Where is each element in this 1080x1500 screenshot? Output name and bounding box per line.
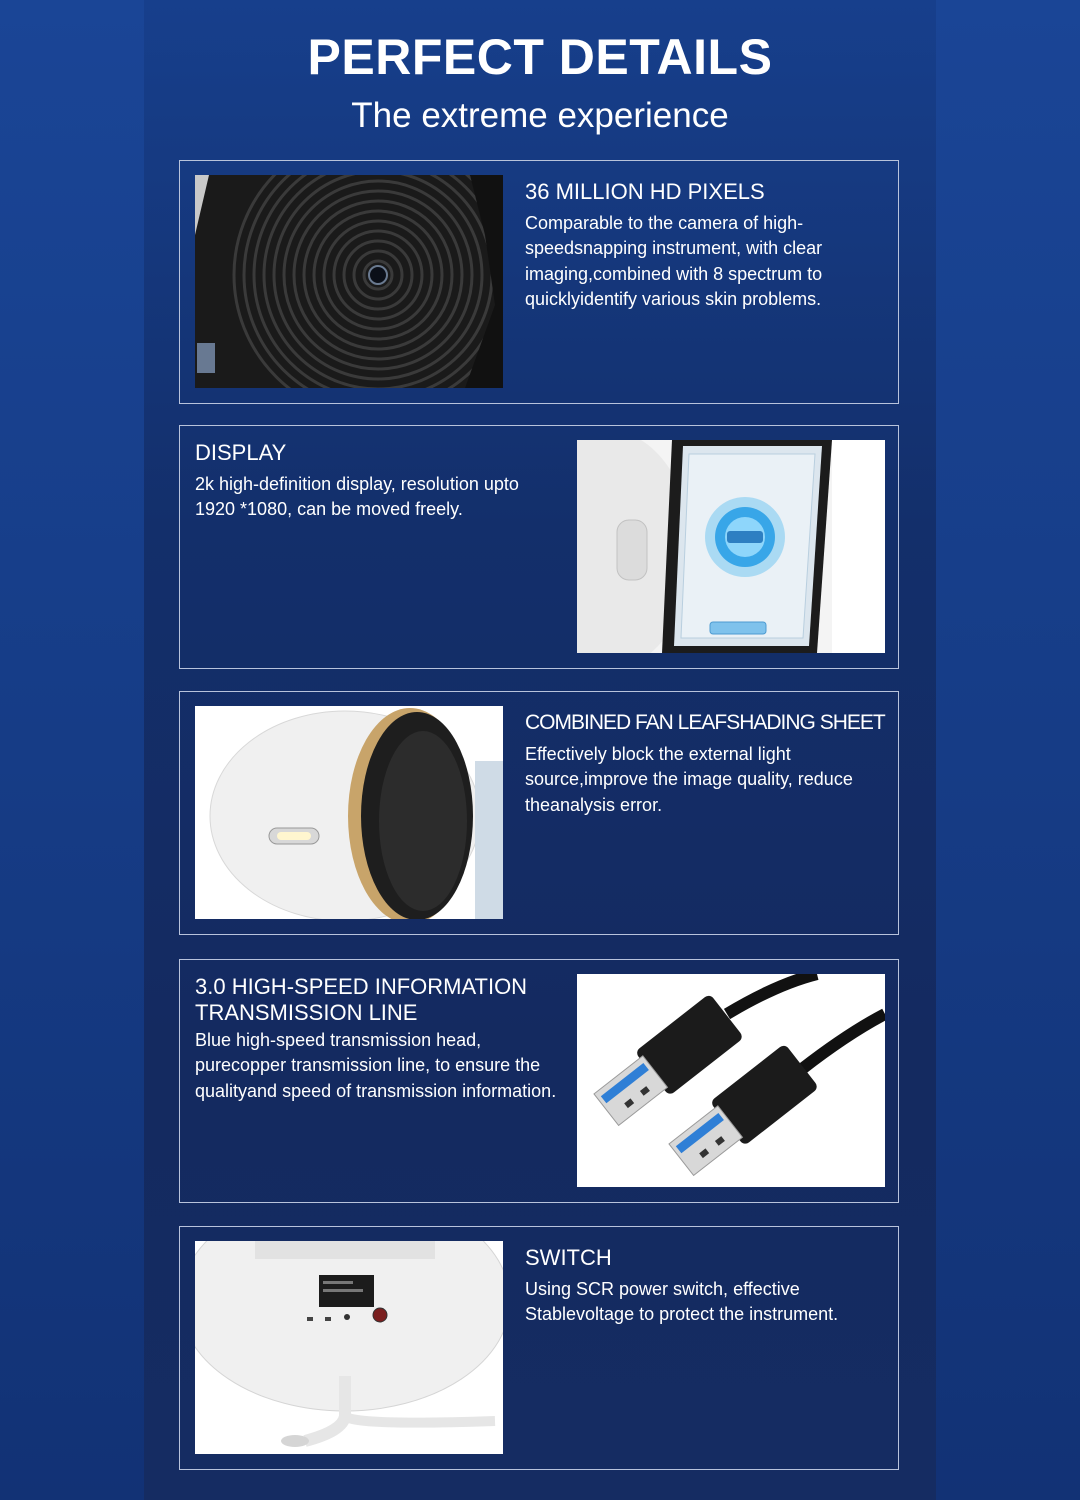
feature-card-camera [179,160,899,404]
feature-title: COMBINED FAN LEAFSHADING SHEET [525,711,885,734]
feature-title: 3.0 HIGH-SPEED INFORMATION TRANSMISSION LINE [195,974,528,1025]
feature-card-shading-sheet [179,691,899,935]
rear-switch-image [195,1241,503,1454]
feature-description: 2k high-definition display, resolution upto 1920 *1080, can be moved freely. [195,474,519,520]
background-right [936,0,1080,1500]
tablet-display-image [577,440,885,653]
feature-title: 36 MILLION HD PIXELS [525,179,765,204]
feature-card-switch [179,1226,899,1470]
feature-description: Using SCR power switch, effective Stablevoltage to protect the instrument. [525,1279,839,1325]
feature-title: SWITCH [525,1245,612,1270]
page-title: PERFECT DETAILS [307,29,773,85]
feature-description: Comparable to the camera of high-speedsnapping instrument, with clear imaging,combined with 8 spectrum to quicklyidentify various skin problems. [525,213,823,310]
feature-card-transmission-line [179,959,899,1203]
page-subtitle: The extreme experience [351,96,729,135]
feature-description: Effectively block the external light source,improve the image quality, reduce theanalysis error. [525,744,853,815]
feature-card-display [179,425,899,669]
background-left [0,0,144,1500]
feature-title: DISPLAY [195,440,287,465]
feature-description: Blue high-speed transmission head, purecopper transmission line, to ensure the qualityand speed of transmission information. [195,1030,557,1101]
camera-lens-image [195,175,503,388]
shading-sheet-image [195,706,503,919]
usb-cables-image [577,974,885,1187]
